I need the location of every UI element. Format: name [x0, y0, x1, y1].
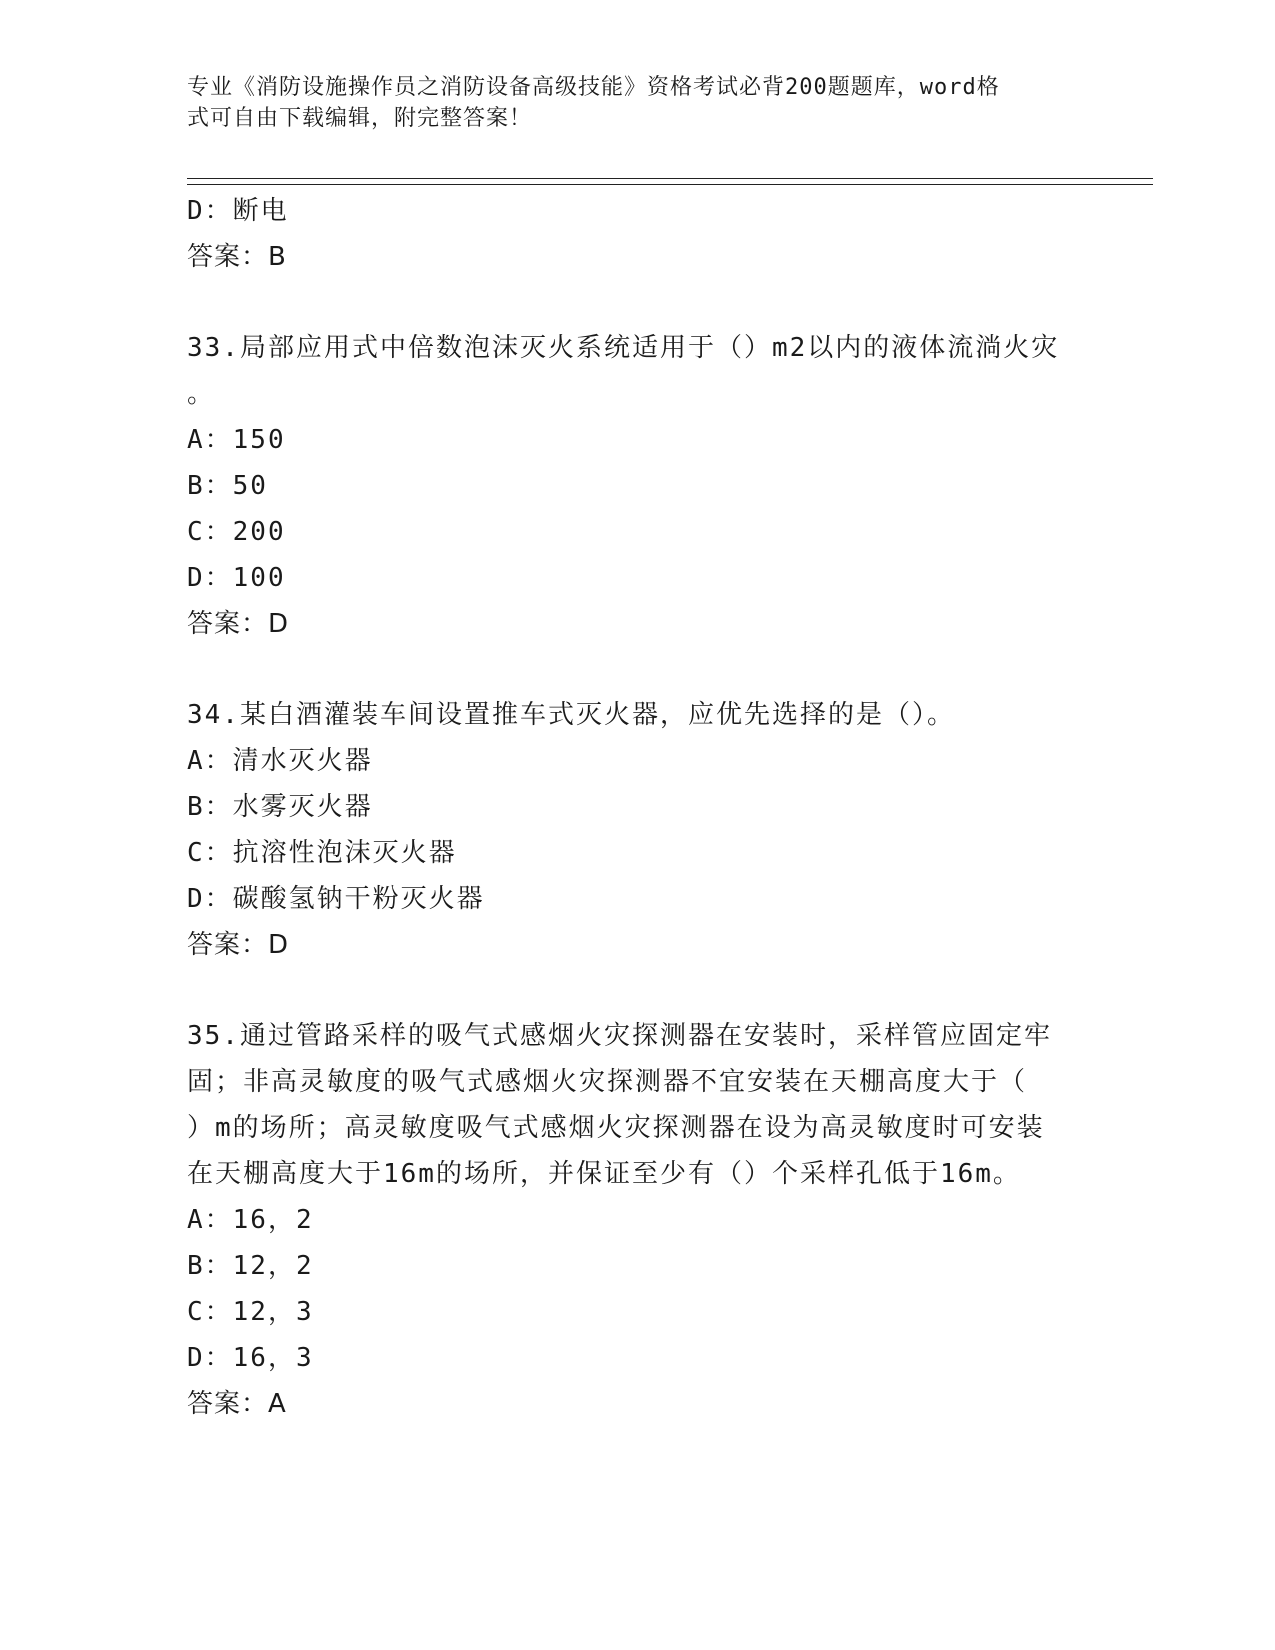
header-divider: [187, 178, 1153, 185]
answer: 答案：D: [187, 930, 290, 960]
option-b: B：水雾灭火器: [187, 792, 373, 822]
question-stem-line: 34.某白酒灌装车间设置推车式灭火器，应优先选择的是（）。: [187, 700, 955, 730]
question-stem-line: 。: [187, 379, 216, 409]
option-d: D：16，3: [187, 1343, 314, 1373]
option-b: B：12，2: [187, 1251, 314, 1281]
question-32: [187, 188, 1087, 280]
spacer: [187, 647, 1087, 692]
question-stem-line: 33.局部应用式中倍数泡沫灭火系统适用于（）m2以内的液体流淌火灾: [187, 333, 1060, 363]
option-a: A：16，2: [187, 1205, 314, 1235]
option-c: C：200: [187, 517, 286, 547]
answer: 答案：B: [187, 242, 287, 272]
question-stem-line: 35.通过管路采样的吸气式感烟火灾探测器在安装时，采样管应固定牢: [187, 1021, 1052, 1051]
header-line-2: 式可自由下载编辑，附完整答案！: [187, 106, 533, 131]
option-d: D：断电: [187, 196, 289, 226]
document-header: [187, 72, 1067, 134]
option-a: A：清水灭火器: [187, 746, 373, 776]
option-b: B：50: [187, 471, 268, 501]
option-a: A：150: [187, 425, 286, 455]
question-33: [187, 325, 1087, 647]
question-stem-line: ）m的场所；高灵敏度吸气式感烟火灾探测器在设为高灵敏度时可安装: [187, 1113, 1045, 1143]
question-stem-line: 固；非高灵敏度的吸气式感烟火灾探测器不宜安装在天棚高度大于（: [187, 1067, 1028, 1097]
header-line-1: 专业《消防设施操作员之消防设备高级技能》资格考试必背200题题库，word格: [187, 75, 1000, 100]
option-c: C：12，3: [187, 1297, 314, 1327]
spacer: [187, 968, 1087, 1013]
question-stem-line: 在天棚高度大于16m的场所，并保证至少有（）个采样孔低于16m。: [187, 1159, 1021, 1189]
option-c: C：抗溶性泡沫灭火器: [187, 838, 457, 868]
question-list: [187, 188, 1087, 1427]
question-34: [187, 692, 1087, 968]
spacer: [187, 280, 1087, 325]
option-d: D：碳酸氢钠干粉灭火器: [187, 884, 485, 914]
answer: 答案：A: [187, 1389, 287, 1419]
answer: 答案：D: [187, 609, 290, 639]
option-d: D：100: [187, 563, 286, 593]
question-35: [187, 1013, 1087, 1427]
